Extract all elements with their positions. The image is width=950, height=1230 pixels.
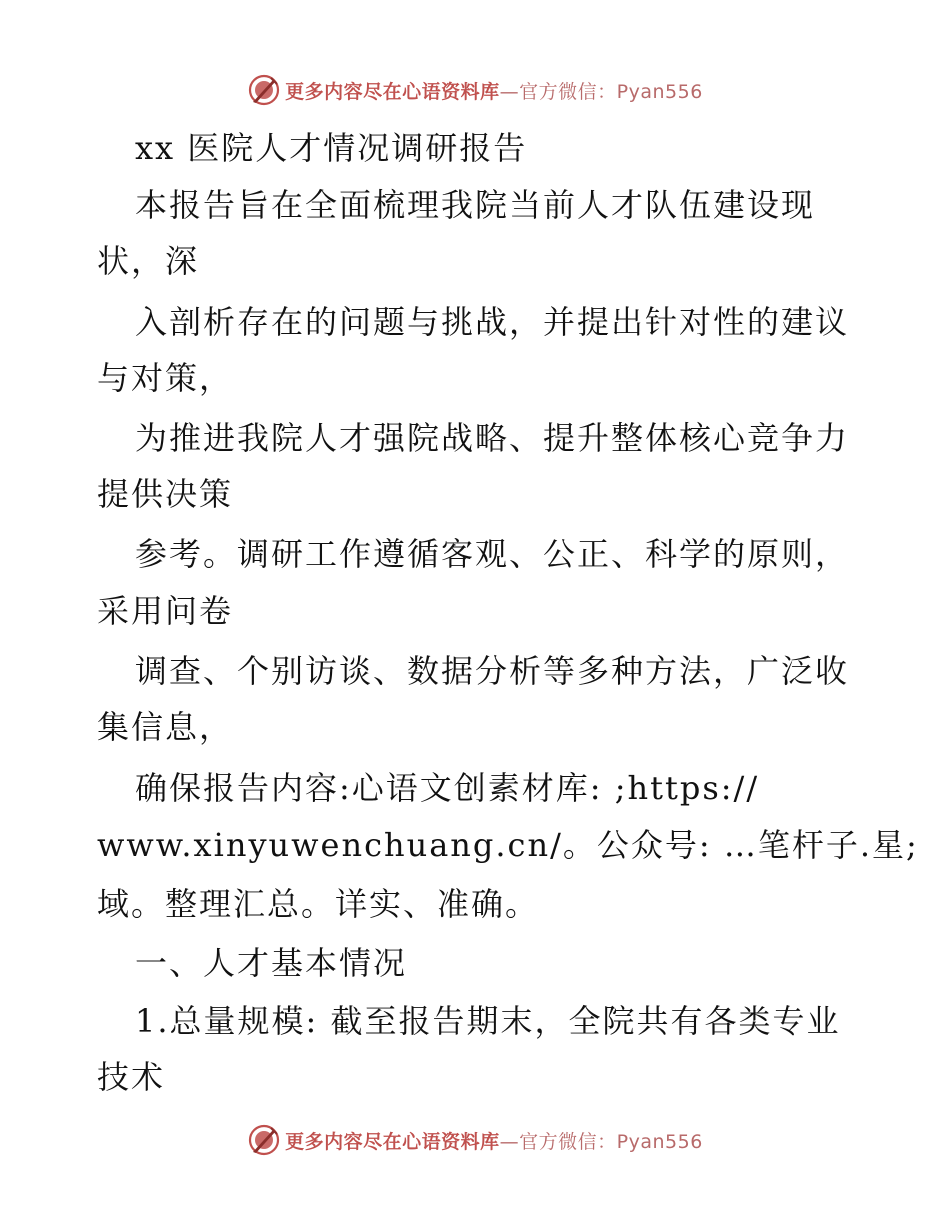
quill-seal-icon	[247, 73, 281, 107]
paragraph-line: 与对策，	[97, 359, 234, 397]
quill-seal-icon	[247, 1123, 281, 1157]
paragraph-line: 技术	[97, 1058, 166, 1096]
paragraph-line: 集信息，	[97, 708, 234, 746]
banner-lead: 更多内容尽在心语资料库	[285, 80, 500, 103]
paragraph-line: www.xinyuwenchuang.cn/。公众号: …笔杆子.星;	[97, 826, 919, 864]
section-heading: 一、人才基本情况	[135, 944, 408, 982]
paragraph-line: 本报告旨在全面梳理我院当前人才队伍建设现	[135, 186, 816, 224]
paragraph-line: 入剖析存在的问题与挑战，并提出针对性的建议	[135, 303, 850, 341]
paragraph-line: 为推进我院人才强院战略、提升整体核心竞争力	[135, 419, 850, 457]
paragraph-line: 采用问卷	[97, 592, 234, 630]
paragraph-line: 参考。调研工作遵循客观、公正、科学的原则，	[135, 535, 850, 573]
paragraph-line: 提供决策	[97, 475, 234, 513]
banner-rest: —官方微信：Pyan556	[499, 1130, 703, 1153]
banner-text	[285, 1127, 703, 1154]
paragraph-line: 1.总量规模: 截至报告期末，全院共有各类专业	[135, 1002, 841, 1040]
report-title: xx 医院人才情况调研报告	[135, 129, 528, 167]
banner-lead: 更多内容尽在心语资料库	[285, 1130, 500, 1153]
paragraph-line: 确保报告内容:心语文创素材库: ;https://	[135, 769, 760, 807]
header-banner	[0, 70, 950, 110]
paragraph-line: 状，深	[97, 242, 200, 280]
banner-rest: —官方微信：Pyan556	[499, 80, 703, 103]
banner-text	[285, 77, 703, 104]
footer-banner	[0, 1120, 950, 1160]
paragraph-line: 调查、个别访谈、数据分析等多种方法，广泛收	[135, 652, 850, 690]
paragraph-line: 域。整理汇总。详实、准确。	[97, 885, 540, 923]
